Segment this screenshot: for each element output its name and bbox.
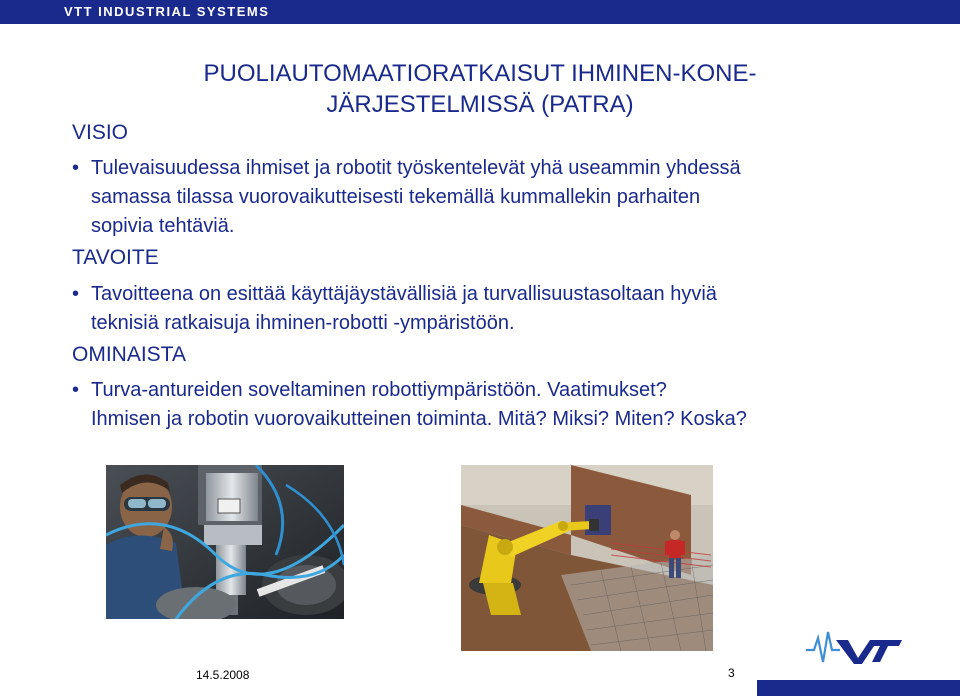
photo-robot-cell: [461, 465, 713, 651]
bullet-line: Tulevaisuudessa ihmiset ja robotit työskentelevät yhä useammin yhdessä: [91, 157, 741, 179]
bullet-line: Ihmisen ja robotin vuorovaikutteinen toiminta. Mitä? Miksi? Miten? Koska?: [91, 408, 747, 430]
bullet-line: Tavoitteena on esittää käyttäjäystävällisiä ja turvallisuustasoltaan hyviä: [91, 283, 717, 305]
bullet-line: sopivia tehtäviä.: [91, 215, 235, 237]
photo-laser-welding-illustration: [106, 465, 344, 619]
footer-bar: [757, 680, 960, 696]
page-number: 3: [728, 666, 735, 680]
bullet-line: teknisiä ratkaisuja ihminen-robotti -ympäristöön.: [91, 312, 515, 334]
vtt-logo-icon: [806, 628, 902, 666]
bullet-dot: •: [72, 283, 80, 305]
bullet-text: [91, 154, 911, 241]
title-line-1: PUOLIAUTOMAATIORATKAISUT IHMINEN-KONE-: [203, 60, 757, 87]
footer-date: 14.5.2008: [196, 668, 250, 682]
bullet-line: Turva-antureiden soveltaminen robottiympäristöön. Vaatimukset?: [91, 379, 667, 401]
bullet-dot: •: [72, 379, 80, 401]
section-ominaista-heading: OMINAISTA: [72, 343, 186, 366]
section-visio-heading: VISIO: [72, 121, 129, 144]
photo-robot-cell-illustration: [461, 465, 713, 651]
section-tavoite-heading: TAVOITE: [72, 246, 159, 269]
bullet-dot: •: [72, 157, 80, 179]
brand-text: VTT INDUSTRIAL SYSTEMS: [64, 4, 270, 19]
bullet-line: samassa tilassa vuorovaikutteisesti tekemällä kummallekin parhaiten: [91, 186, 701, 208]
bullet-text: [91, 376, 911, 434]
header-bar: [0, 0, 960, 24]
page-title: [0, 58, 960, 120]
photo-laser-welding: [106, 465, 344, 619]
title-line-2: JÄRJESTELMISSÄ (PATRA): [326, 91, 634, 118]
bullet-text: [91, 280, 911, 338]
